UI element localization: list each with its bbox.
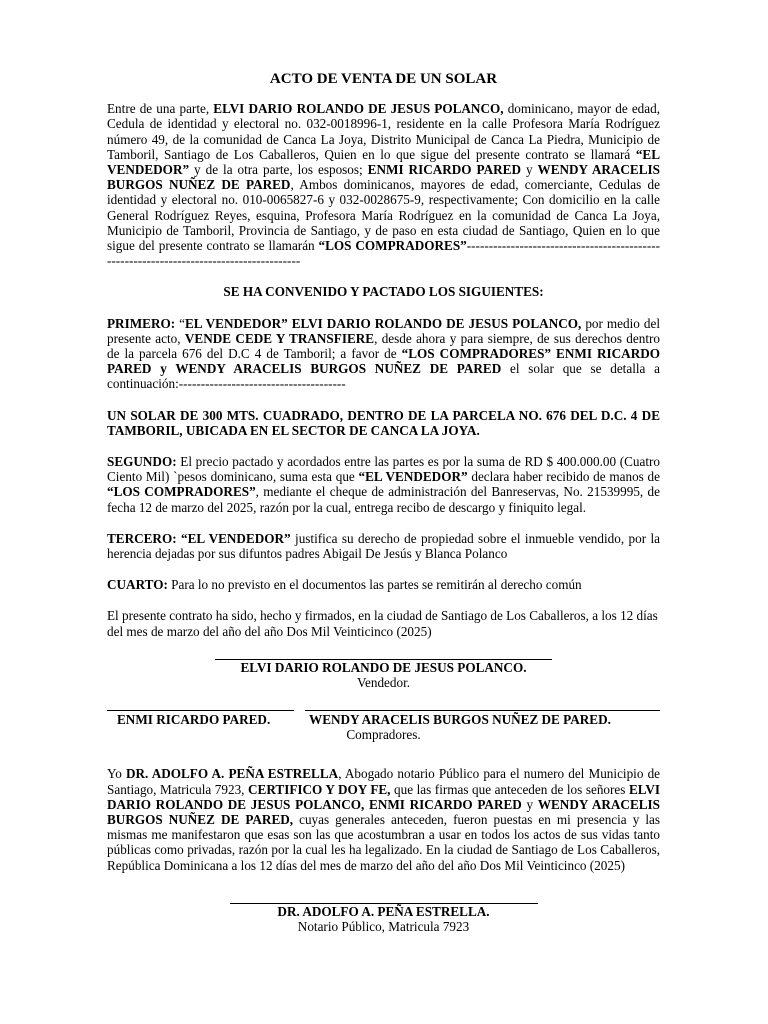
clause-text: El precio pactado y acordados entre las partes es por la suma de RD $ 400.000.00 (Cuatro Ciento Mil) `pesos dominicano, suma esta que [107,454,660,485]
signature-name: ELVI DARIO ROLANDO DE JESUS POLANCO. [240,659,527,675]
buyers-ref: “LOS COMPRADORES” [107,484,256,500]
notary-text: que las firmas que anteceden de los señores [390,781,629,797]
clause-text: , mediante el cheque de administración del Banreservas, No. 21539995, de fecha 12 de marzo del 2025, razón por la cual, entrega recibo de descargo y finiquito legal. [107,484,660,515]
notary-text: cuyas generales anteceden, fueron puestas en mi presencia y las mismas me manifestaron que esas son las que acostumbran a usar en todos los actos de sus vidas tanto públicas como privadas, razón por la cual les ha legalizado. En la ciudad de Santiago de Los Caballeros, República Dominicana a los 12 días del mes de marzo del año del año Dos Mil Veinticinco (2025) [107,811,660,873]
buyers-signature-block [107,710,660,758]
notary-text: Yo [107,766,126,782]
intro-text: Entre de una parte, [107,101,214,117]
clause-segundo [107,454,660,515]
notary-paragraph [107,766,660,872]
signature-name: ENMI RICARDO PARED. [117,712,271,728]
seller-name: ELVI DARIO ROLANDO DE JESUS POLANCO, [213,101,504,117]
certification: CERTIFICO Y DOY FE, [248,781,391,797]
seller-ref: EL VENDEDOR” ELVI DARIO ROLANDO DE JESUS POLANCO, [185,315,582,331]
buyers-ref: “LOS COMPRADORES” ENMI RICARDO PARED y WENDY ARACELIS BURGOS NUÑEZ DE PARED [107,346,660,377]
closing-paragraph: El presente contrato ha sido, hecho y firmados, en la ciudad de Santiago de Los Caballeros, a los 12 días del mes de marzo del año del año Dos Mil Veinticinco (2025) [107,608,658,639]
notary-text: y [521,796,538,812]
notary-text: , Abogado notario Público para el numero del Municipio de Santiago, Matricula 7923, [107,766,661,797]
seller-signature-block [107,659,660,690]
intro-text: y de la otra parte, los esposos; [189,162,368,178]
clause-text: por medio del presente acto, [107,315,660,346]
clause-text: , desde ahora y para siempre, de sus derechos dentro de la parcela 676 del D.C 4 de Tamboril; a favor de [107,330,660,362]
parties-names: WENDY ARACELIS BURGOS NUÑEZ DE PARED, [107,796,661,827]
signature-line [107,710,294,711]
clause-text: Para lo no previsto en el documentos las partes se remitirán al derecho común [167,577,582,593]
signature-name: WENDY ARACELIS BURGOS NUÑEZ DE PARED. [309,712,611,728]
notary-signature-block [107,903,660,934]
buyer2-name: WENDY ARACELIS BURGOS NUÑEZ DE PARED [107,162,660,193]
property-description: UN SOLAR DE 300 MTS. CUADRADO, DENTRO DE LA PARCELA NO. 676 DEL D.C. 4 DE TAMBORIL, UBICADA EN EL SECTOR DE CANCA LA JOYA. [107,407,660,438]
intro-paragraph [107,101,660,268]
clause-text: el solar que se detalla a continuación:-------------------------------------- [107,361,660,392]
clause-label: PRIMERO: [107,315,176,331]
signature-role: Vendedor. [356,675,411,691]
clause-label: SEGUNDO: [107,454,177,470]
section-heading: SE HA CONVENIDO Y PACTADO LOS SIGUIENTES: [223,284,544,300]
signature-line [305,710,660,711]
transfer-terms: VENDE CEDE Y TRANSFIERE [184,330,375,346]
signature-name: DR. ADOLFO A. PEÑA ESTRELLA. [277,903,490,919]
clause-primero [107,316,660,392]
clause-cuarto [107,577,660,592]
clause-label: TERCERO: “EL VENDEDOR” [107,530,291,546]
seller-ref: “EL VENDEDOR” [358,469,468,485]
clause-text: justifica su derecho de propiedad sobre el inmueble vendido, por la herencia dejadas por sus difuntos padres Abigail De Jesús y Blanca Polanco [107,530,660,562]
buyer1-name: ENMI RICARDO PARED [367,162,521,178]
buyers-alias: “LOS COMPRADORES” [318,238,467,254]
intro-text: , Ambos dominicanos, mayores de edad, comerciante, Cedulas de identidad y electoral no. 010-0065827-6 y 032-0028675-9, respectivamente; Con domicilio en la calle General Rodríguez Reyes, esquina, Profesora María Rodríguez en la comunidad de Canca La Joya, Municipio de Tamboril, Provincia de Santiago, y de paso en esta ciudad de Santiago, Quien en lo que sigue del presente contrato se llamarán [107,177,660,254]
signature-role: Compradores. [346,727,421,743]
notary-name: DR. ADOLFO A. PEÑA ESTRELLA [125,766,339,782]
intro-text: y [520,162,538,178]
intro-text: dominicano, mayor de edad, Cedula de identidad y electoral no. 032-0018996-1, residente en la calle Profesora María Rodríguez número 49, de la comunidad de Canca La Joya, Distrito Municipal de Canca La Piedra, Municipio de Tamboril, Santiago de Los Caballeros, Quien en lo que sigue del presente contrato se llamará [107,101,661,162]
parties-names: ELVI DARIO ROLANDO DE JESUS POLANCO, ENMI RICARDO PARED [107,781,660,812]
signature-role: Notario Público, Matricula 7923 [297,918,470,934]
clause-text: “ [175,315,186,331]
intro-dashes: ---------------------------------------------------------------------------------------- [107,238,660,269]
clause-tercero [107,531,660,561]
clause-text: declara haber recibido de manos de [467,469,661,485]
seller-alias: “EL VENDEDOR” [107,146,660,178]
document-title: ACTO DE VENTA DE UN SOLAR [269,71,498,87]
document-page [107,62,660,934]
clause-label: CUARTO: [107,577,168,593]
